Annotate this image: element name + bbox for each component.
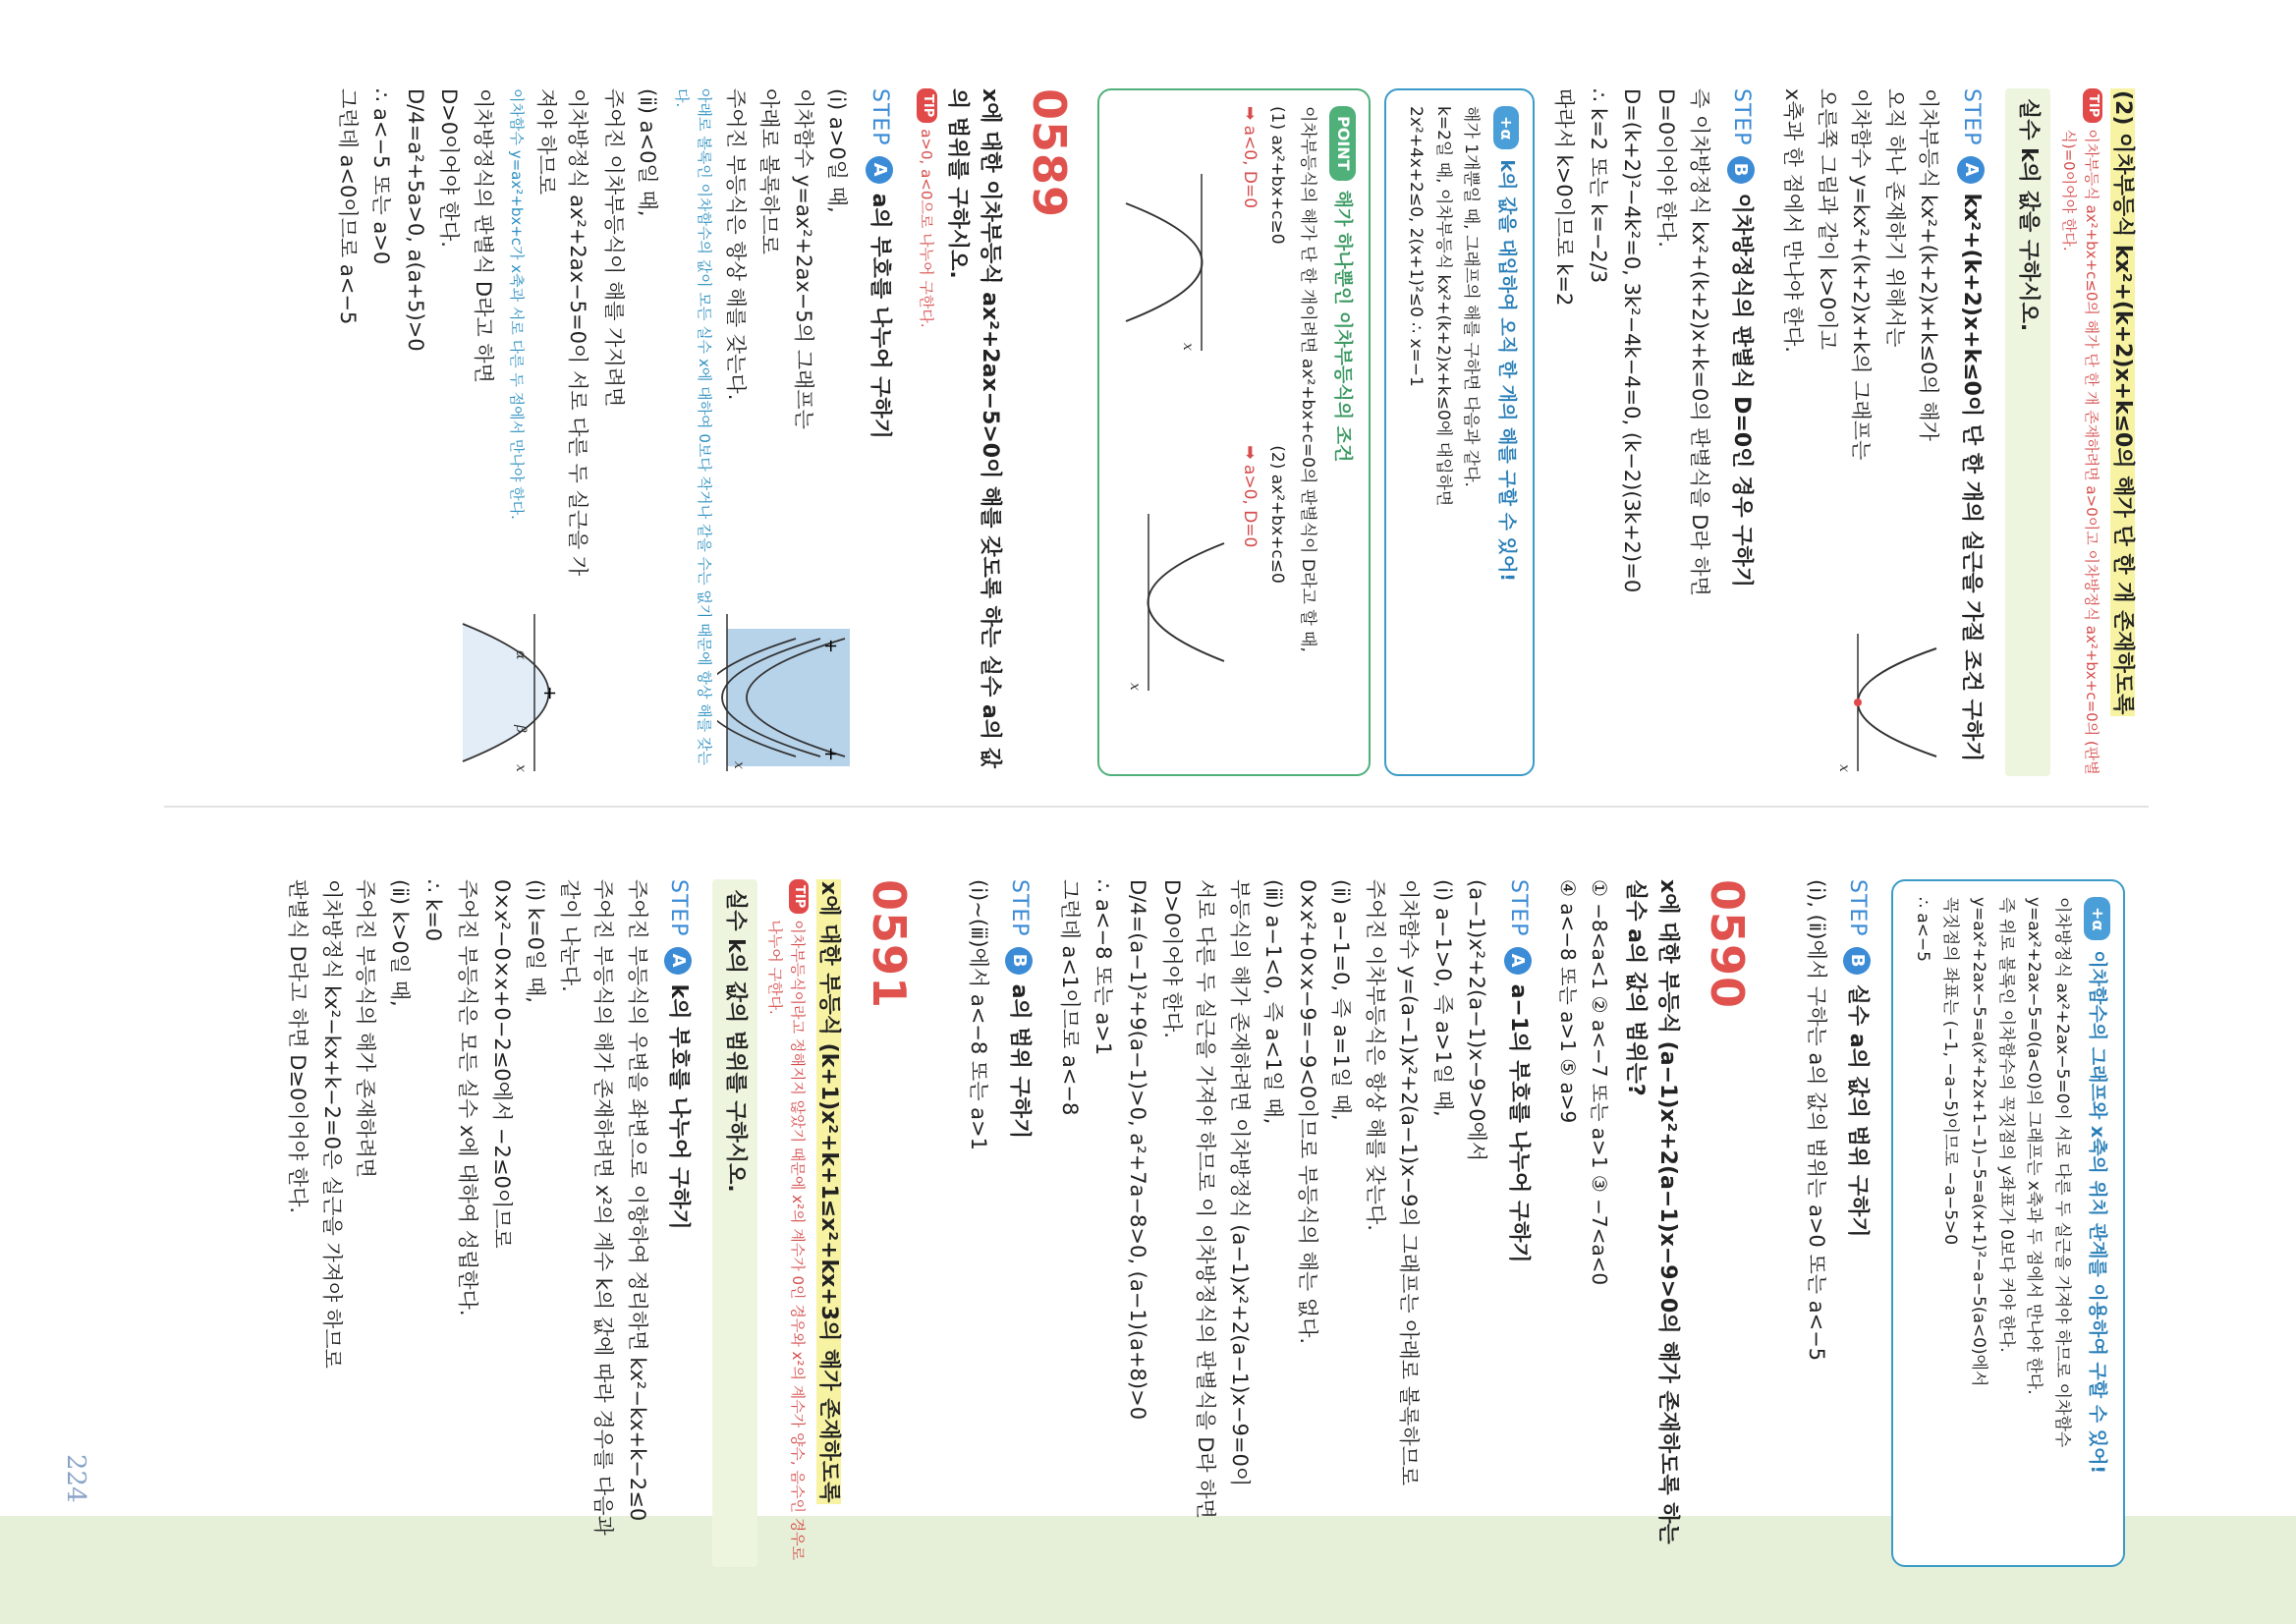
svg-text:β: β: [513, 725, 530, 734]
tip-591: TIP 이차부등식이라고 정해지지 않았기 때문에 x²의 계수가 0인 경우와 x²의 계수가 양수, 음수인 경우로 나누어 구한다.: [763, 879, 810, 1567]
choice-row[interactable]: ④ a<−8 또는 a>1 ⑤ a>9: [1555, 879, 1580, 1124]
step-a-line: 이차함수 y=kx²+(k+2)x+k의 그래프는: [1849, 88, 1874, 461]
step-a: STEP A kx²+(k+2)x+k≤0이 단 한 개의 실근을 가질 조건 구하기: [1954, 88, 1988, 776]
step-b-line: 즉 이차방정식 kx²+(k+2)x+k=0의 판별식을 D라 하면: [1688, 88, 1712, 596]
svg-text:x: x: [1179, 343, 1196, 352]
step-590-a: STEP A a−1의 부호를 나누어 구하기: [1500, 879, 1534, 1567]
svg-text:x: x: [1836, 764, 1853, 772]
left-column: (2) 이차부등식 kx²+(k+2)x+k≤0의 해가 단 한 개 존재하도록 TIP 이차부등식 ax²+bx+c≤0의 해가 단 한 개 존재하려면 a>0이고 이차방정식 ax²+bx+c=0의 (판별식)=0이어야 한다. 실수 k의 값을 구하시오. STEP A kx²+(k+2)x+k≤0이 단 한 개의 실근을 가질 조건 구하기 이차부등식 kx²+(k+2)x+k≤0의 해가 오직 하나 존재하기 위해서는 이차함수 y=kx²+(k+2)x+k의 그래프는 오른쪽 그림과 같이 k>0이고 x축과 한 점에서 만나야 한다. x STEP B 이차방정식의 판별식 D=0인 경우 구하기 즉 이차방정식 kx²+(k+2)x+k=0의 판별식을 D라 하면 D=0이어야 한다. D=(k+2)²−4k²=0, 3k²−4k−4=0, (k−2)(3k+2)=0 ∴ k=2 또는 k=−2/3 따라서 k>0이므로 k=2 +α k의 값을 대입하여 오직 한 개의 해를 구할 수 있어! 해가 1개뿐일 때, 그래프의 해를 구하면 다음과 같다. k=2일 때, 이차부등식 kx²+(k+2)x+k≤0에 대입하면 2x²+4x+2≤0, 2(x+1)²≤0 ∴ x=−1 POINT 해가 하나뿐인 이차부등식의 조건 이차부등식의 해가 단 한 개이려면 ax²+bx+c=0의 판별식이 D라고 할 때, (1) ax²+bx+c≥0 ➡ a<0, D=0 x (2) ax²+bx+c≤0 ➡ a>0, D=0 x 0589 x에 대한 이차부등식 ax²+2ax−5>0이 해를 갖도록 하는 실수 a의 값의 범위를 구하시오. TIP a>0, a<0으로 나누어 구한다. STEP A a의 부호를 나누어 구하기 (ⅰ) a>0일 때, 이차함수 y=ax²+2ax−5의 그래프는 아래로 볼록하므로 주어진 부등식은 항상 해를 갖는다. + + x 아래로 볼록인 이차함수의 값이 모든 실수 x에 대하여 0보다 작거나 같을 수는 없기 때문에 항상 해를 갖는다. (ⅱ) a<0일 때, 주어진 이차부등식이 해를 가지려면 이차방정식 ax²+2ax−5=0이 서로 다른 두 실근을 가져야 하므로 이차함수 y=ax²+bx+c가 x축과 서로 다른 두 점에서 만나야 한다. 이차방정식의 판별식 D라고 하면 D>0이어야 한다. D/4=a²+5a>0, a(a+5)>0 ∴ a<−5 또는 a>0 그런데 a<0이므로 a<−5 + α β x: [329, 88, 2139, 776]
note-589: 아래로 볼록인 이차함수의 값이 모든 실수 x에 대하여 0보다 작거나 같을 수는 없기 때문에 항상 해를 갖는다.: [672, 88, 713, 765]
step-590-b: STEP B a의 범위 구하기: [1002, 879, 1036, 1567]
svg-text:+: +: [820, 639, 842, 654]
problem-591-text: x에 대한 부등식 (k+1)x²+k+1≤x²+kx+3의 해가 존재하도록: [816, 881, 842, 1503]
page-number: 224: [61, 1454, 90, 1503]
point-box: POINT 해가 하나뿐인 이차부등식의 조건 이차부등식의 해가 단 한 개이려면 ax²+bx+c=0의 판별식이 D라고 할 때, (1) ax²+bx+c≥0 ➡ a<0, D=0 x (2) ax²+bx+c≤0 ➡ a>0, D=0 x: [1097, 88, 1371, 776]
downward-parabola-graph: [1121, 164, 1229, 361]
right-column: +α 이차함수의 그래프와 x축의 위치 관계를 이용하여 구할 수 있어! 이차방정식 ax²+2ax−5=0이 서로 다른 두 실근을 가져야 하므로 이차함수 y=ax²+2ax−5=0(a<0)의 그래프는 x축과 두 점에서 만나야 한다. 즉 위로 볼록인 이차함수의 꼭짓점의 y좌표가 0보다 커야 한다. y=ax²+2ax−5=a(x²+2x+1−1)−5=a(x+1)²−a−5(a<0)에서 꼭짓점의 좌표는 (−1, −a−5)이므로 −a−5>0 ∴ a<−5 STEP B 실수 a의 값의 범위 구하기 (ⅰ), (ⅱ)에서 구하는 a의 값의 범위는 a>0 또는 a<−5 0590 x에 대한 부등식 (a−1)x²+2(a−1)x−9>0의 해가 존재하도록 하는 실수 a의 값의 범위는? ① −8<a<1 ② a<−7 또는 a>1 ③ −7<a<0 ④ a<−8 또는 a>1 ⑤ a>9 STEP A a−1의 부호를 나누어 구하기 (a−1)x²+2(a−1)x−9>0에서 (ⅰ) a−1>0, 즉 a>1일 때, 이차함수 y=(a−1)x²+2(a−1)x−9의 그래프는 아래로 볼록하므로 주어진 이차부등식은 항상 해를 갖는다. (ⅱ) a−1=0, 즉 a=1일 때, 0×x²+0×x−9=−9<0이므로 부등식의 해는 없다. (ⅲ) a−1<0, 즉 a<1일 때, 부등식의 해가 존재하려면 이차방정식 (a−1)x²+2(a−1)x−9=0이 서로 다른 두 실근을 가져야 하므로 이 이차방정식의 판별식을 D라 하면 D>0이어야 한다. D/4=(a−1)²+9(a−1)>0, a²+7a−8>0, (a−1)(a+8)>0 ∴ a<−8 또는 a>1 그런데 a<1이므로 a<−8 STEP B a의 범위 구하기 (ⅰ)~(ⅲ)에서 a<−8 또는 a>1 0591 x에 대한 부등식 (k+1)x²+k+1≤x²+kx+3의 해가 존재하도록 TIP 이차부등식이라고 정해지지 않았기 때문에 x²의 계수가 0인 경우와 x²의 계수가 양수, 음수인 경우로 나누어 구한다. 실수 k의 값의 범위를 구하시오. STEP A k의 부호를 나누어 구하기 주어진 부등식의 우변을 좌변으로 이항하여 정리하면 kx²−kx+k−2≤0 주어진 부등식의 해가 존재하려면 x²의 계수 k의 값에 따라 경우를 다음과 같이 나눈다. (ⅰ) k=0일 때, 0×x²−0×x+0−2≤0에서 −2≤0이므로 주어진 부등식은 모든 실수 x에 대하여 성립한다. ∴ k=0 (ⅱ) k>0일 때, 주어진 부등식의 해가 존재하려면 이차방정식 kx²−kx+k−2=0은 실근을 가져야 하므로 판별식 D라고 하면 D≥0이어야 한다.: [280, 879, 2139, 1567]
problem-590: 0590: [1700, 879, 1754, 1010]
choices-590: [1552, 879, 1615, 1567]
problem-590-text: x에 대한 부등식 (a−1)x²+2(a−1)x−9>0의 해가 존재하도록 하는 실수 a의 값의 범위는?: [1622, 879, 1680, 1544]
tip-2: TIP 이차부등식 ax²+bx+c≤0의 해가 단 한 개 존재하려면 a>0이고 이차방정식 ax²+bx+c=0의 (판별식)=0이어야 한다.: [2057, 88, 2103, 776]
step-a-line: x축과 한 점에서 만나야 한다.: [1781, 88, 1806, 353]
svg-text:x: x: [731, 761, 748, 769]
alpha-box: +α k의 값을 대입하여 오직 한 개의 해를 구할 수 있어! 해가 1개뿐일 때, 그래프의 해를 구하면 다음과 같다. k=2일 때, 이차부등식 kx²+(k+2)x+k≤0에 대입하면 2x²+4x+2≤0, 2(x+1)²≤0 ∴ x=−1: [1384, 88, 1534, 776]
downward-parabola-roots-graph: [458, 609, 595, 776]
upward-parabola-graph: [1121, 504, 1229, 700]
svg-text:α: α: [513, 650, 530, 660]
problem-589-text: x에 대한 이차부등식 ax²+2ax−5>0이 해를 갖도록 하는 실수 a의 값의 범위를 구하시오.: [944, 88, 1002, 768]
step-b-line: D=(k+2)²−4k²=0, 3k²−4k−4=0, (k−2)(3k+2)=0: [1620, 88, 1645, 593]
choice-row[interactable]: ① −8<a<1 ② a<−7 또는 a>1 ③ −7<a<0: [1587, 879, 1611, 1286]
svg-text:x: x: [513, 764, 530, 772]
problem-591-subquestion: 실수 k의 값의 범위를 구하시오.: [712, 879, 757, 1567]
column-divider: [164, 806, 2149, 808]
svg-text:+: +: [820, 747, 842, 762]
svg-text:x: x: [1126, 682, 1143, 691]
step-a-line: 오직 하나 존재하기 위해서는: [1882, 88, 1907, 348]
shaded-upward-parabolas-graph: [717, 609, 855, 776]
tangent-parabola-graph: [1809, 629, 1946, 776]
step-589-b: STEP B 실수 a의 값의 범위 구하기: [1840, 879, 1874, 1567]
step-b-line: D=0이어야 한다.: [1653, 88, 1678, 248]
problem-2-text: (2) 이차부등식 kx²+(k+2)x+k≤0의 해가 단 한 개 존재하도록: [2110, 90, 2135, 715]
step-a-line: 오른쪽 그림과 같이 k>0이고: [1815, 88, 1839, 351]
step-589-a: STEP A a의 부호를 나누어 구하기: [863, 88, 896, 776]
svg-text:+: +: [539, 686, 561, 701]
step-591-a: STEP A k의 부호를 나누어 구하기: [661, 879, 695, 1567]
alpha-box-2: +α 이차함수의 그래프와 x축의 위치 관계를 이용하여 구할 수 있어! 이차방정식 ax²+2ax−5=0이 서로 다른 두 실근을 가져야 하므로 이차함수 y=ax²+2ax−5=0(a<0)의 그래프는 x축과 두 점에서 만나야 한다. 즉 위로 볼록인 이차함수의 꼭짓점의 y좌표가 0보다 커야 한다. y=ax²+2ax−5=a(x²+2x+1−1)−5=a(x+1)²−a−5(a<0)에서 꼭짓점의 좌표는 (−1, −a−5)이므로 −a−5>0 ∴ a<−5: [1892, 879, 2126, 1567]
problem-591: 0591: [862, 879, 916, 1010]
step-a-line: 이차부등식 kx²+(k+2)x+k≤0의 해가: [1917, 88, 1941, 441]
step-b: STEP B 이차방정식의 판별식 D=0인 경우 구하기: [1723, 88, 1757, 776]
tip-589: TIP a>0, a<0으로 나누어 구한다.: [914, 88, 936, 776]
step-b-line: 따라서 k>0이므로 k=2: [1552, 88, 1577, 307]
step-b-line: ∴ k=2 또는 k=−2/3: [1586, 88, 1610, 284]
problem-589: 0589: [1022, 88, 1076, 219]
problem-2-subquestion: 실수 k의 값을 구하시오.: [2005, 88, 2050, 776]
